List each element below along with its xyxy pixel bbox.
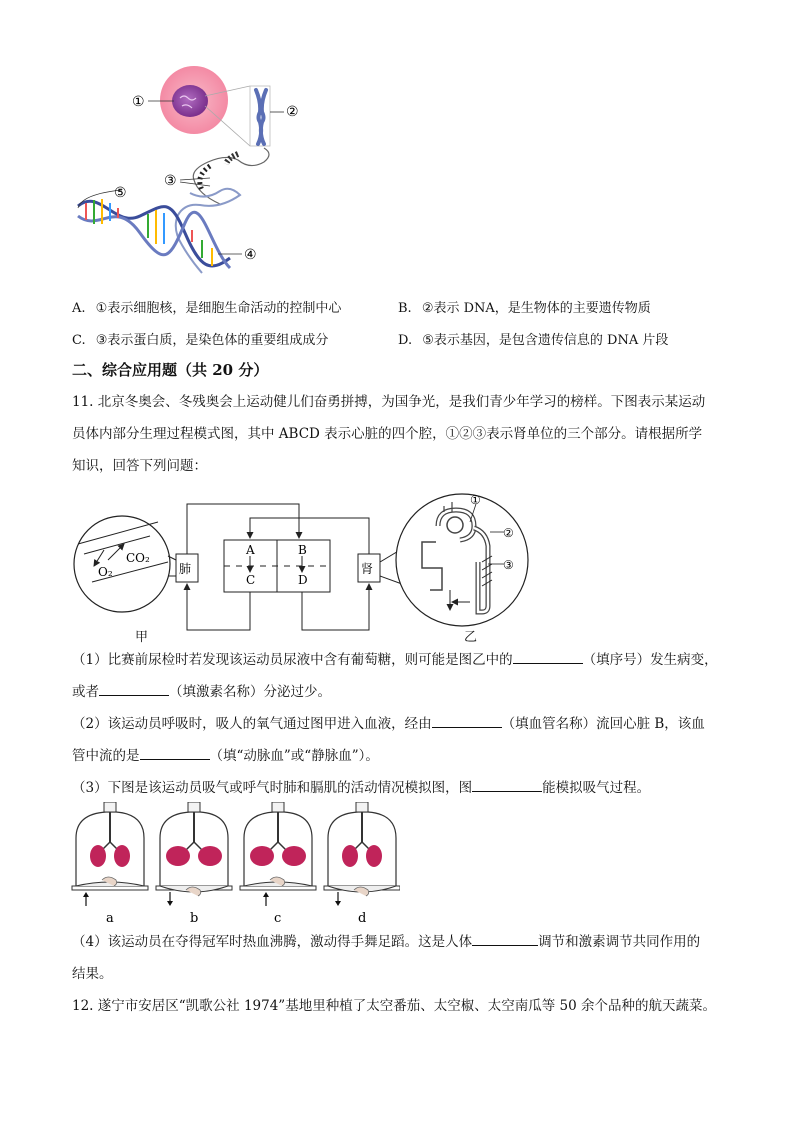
o2-label: O₂ — [98, 565, 113, 579]
chamber-c: C — [246, 573, 256, 587]
yi-label: 乙 — [464, 630, 478, 645]
bell-jar-c — [240, 802, 316, 926]
chromosome-shape — [256, 90, 266, 144]
sub4-line1-post: 调节和激素调节共同作用的 — [538, 934, 701, 950]
sub2-line1-post: （填血管名称）流回心脏 B，该血 — [501, 716, 705, 732]
q11-sub4 — [72, 926, 700, 990]
sub4-line2: 结果。 — [72, 966, 113, 982]
nephron-label-2: ② — [503, 526, 514, 540]
sub3-pre: （3）下图是该运动员吸气或呼气时肺和膈肌的活动情况模拟图，图 — [72, 780, 473, 796]
option-c-text: ③表示蛋白质，是染色体的重要组成成分 — [95, 333, 329, 348]
section-title: 二、综合应用题（共 20 分） — [72, 361, 269, 379]
bell-jar-d — [324, 802, 400, 926]
sub3-blank[interactable] — [472, 777, 542, 792]
option-a-letter: A. — [72, 301, 86, 316]
label-1: ① — [132, 94, 145, 110]
sub4-blank[interactable] — [472, 931, 538, 946]
nephron-label-1: ① — [470, 493, 481, 507]
bell-jar-label-a: a — [106, 911, 114, 926]
bell-jar-label-c: c — [274, 911, 282, 926]
q11-stem-line-3: 知识，回答下列问题： — [72, 458, 207, 474]
label-2: ② — [286, 104, 299, 120]
sub2-blank-2[interactable] — [140, 745, 210, 760]
q12-text: 12. 遂宁市安居区“凯歌公社 1974”基地里种植了太空番茄、太空椒、太空南瓜等 50 余个品种的航天蔬菜。 — [72, 998, 716, 1014]
sub1-blank-2[interactable] — [99, 681, 169, 696]
option-c[interactable] — [72, 329, 328, 348]
q11-sub2 — [72, 708, 705, 772]
sub1-line2-post: （填激素名称）分泌过少。 — [169, 684, 331, 700]
option-b[interactable] — [398, 297, 651, 316]
dna-double-helix — [78, 199, 230, 268]
bell-jar-label-b: b — [190, 911, 199, 926]
option-b-letter: B. — [398, 301, 412, 316]
chamber-a: A — [246, 543, 255, 557]
q11-sub3 — [72, 772, 650, 804]
q11-stem-line-1: 11. 北京冬奥会、冬残奥会上运动健儿们奋勇拼搏，为国争光，是我们青少年学习的榜样。下图表示某运动 — [72, 394, 706, 410]
bell-jar-models — [70, 802, 400, 928]
kidney-label: 肾 — [361, 562, 374, 576]
label-4: ④ — [244, 247, 257, 263]
sub1-line1-pre: （1）比赛前尿检时若发现该运动员尿液中含有葡萄糖，则可能是图乙中的 — [72, 652, 513, 668]
option-a[interactable] — [72, 297, 341, 316]
sub1-line1-post: （填序号）发生病变， — [582, 652, 718, 668]
sub2-line1-pre: （2）该运动员呼吸时，吸人的氧气通过图甲进入血液，经由 — [72, 716, 432, 732]
sub1-line2-pre: 或者 — [72, 684, 99, 700]
chamber-d: D — [298, 573, 308, 587]
label-5: ⑤ — [114, 185, 127, 201]
circulation-diagram — [70, 482, 540, 642]
option-d-text: ⑤表示基因，是包含遗传信息的 DNA 片段 — [422, 333, 669, 348]
nucleus-shape — [172, 85, 208, 117]
chamber-b: B — [298, 543, 307, 557]
q11-stem-line-2: 员体内部分生理过程模式图，其中 ABCD 表示心脏的四个腔，①②③表示肾单位的三个部分。请根据所学 — [72, 426, 703, 442]
alveolus-zoom — [74, 516, 170, 612]
option-a-text: ①表示细胞核，是细胞生命活动的控制中心 — [95, 301, 342, 316]
sub3-post: 能模拟吸气过程。 — [542, 780, 651, 796]
chromosome-dna-figure — [70, 58, 310, 288]
q11-sub1 — [72, 644, 718, 708]
option-d-letter: D. — [398, 333, 413, 348]
bell-jar-label-d: d — [358, 911, 367, 926]
sub2-line2-pre: 管中流的是 — [72, 748, 140, 764]
option-d[interactable] — [398, 329, 668, 348]
sub2-blank-1[interactable] — [432, 713, 502, 728]
nephron-label-3: ③ — [503, 558, 514, 572]
q11-stem — [72, 386, 705, 482]
sub4-line1-pre: （4）该运动员在夺得冠军时热血沸腾，激动得手舞足蹈。这是人体 — [72, 934, 473, 950]
option-b-text: ②表示 DNA，是生物体的主要遗传物质 — [421, 301, 651, 316]
lung-label: 肺 — [179, 562, 192, 576]
jia-label: 甲 — [135, 630, 149, 645]
bell-jar-b — [156, 802, 232, 926]
co2-label: CO₂ — [126, 551, 150, 565]
bell-jar-a — [72, 802, 148, 926]
option-c-letter: C. — [72, 333, 86, 348]
label-3: ③ — [164, 173, 177, 189]
sub1-blank-1[interactable] — [513, 649, 583, 664]
sub2-line2-post: （填“动脉血”或“静脉血”）。 — [209, 748, 379, 764]
